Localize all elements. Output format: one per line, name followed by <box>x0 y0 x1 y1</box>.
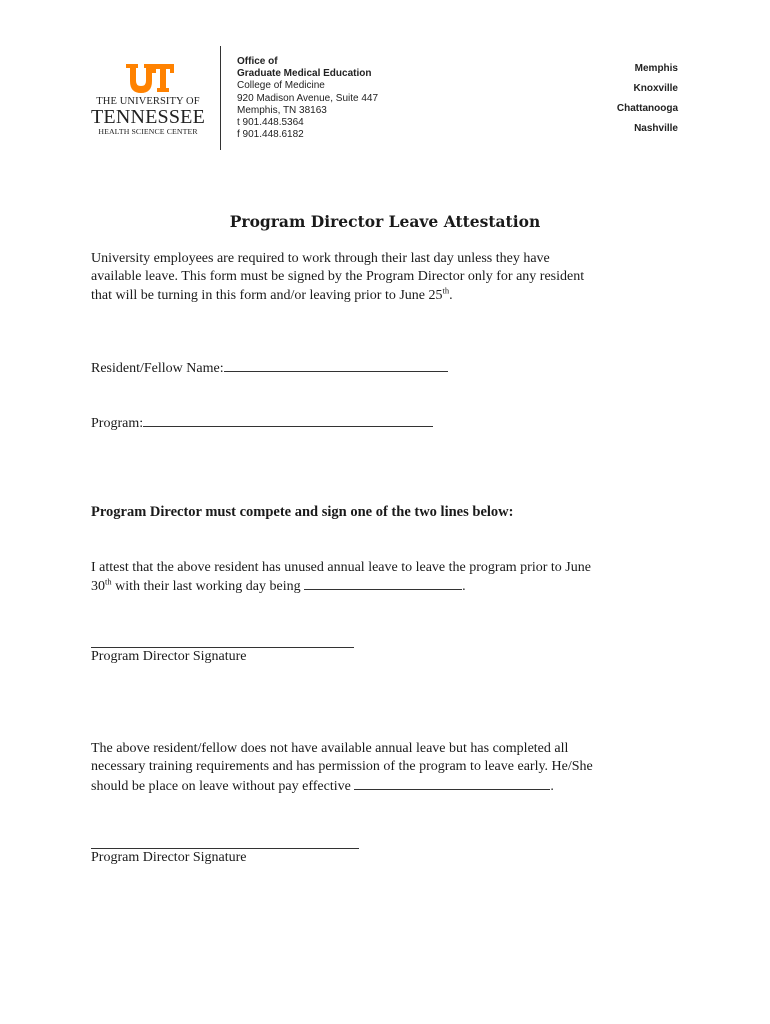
signature-1-line[interactable] <box>91 647 354 648</box>
option-2-paragraph <box>91 740 691 796</box>
program-input-line[interactable] <box>143 414 433 427</box>
resident-name-label: Resident/Fellow Name: <box>91 361 224 376</box>
office-phone: t 901.448.5364 <box>237 117 304 129</box>
campus-cities <box>617 63 678 143</box>
option-2-line-3: should be place on leave without pay effective . <box>91 778 554 794</box>
program-field <box>91 414 433 432</box>
office-line-2: Graduate Medical Education <box>237 68 372 80</box>
resident-name-field <box>91 359 448 377</box>
city-nashville: Nashville <box>634 123 678 134</box>
letterhead-divider <box>220 46 221 150</box>
logo-wordmark <box>88 96 208 136</box>
office-fax: f 901.448.6182 <box>237 129 304 141</box>
office-address <box>237 56 378 141</box>
signature-2-line[interactable] <box>91 848 359 849</box>
city-knoxville: Knoxville <box>633 83 678 94</box>
intro-paragraph <box>91 250 691 305</box>
intro-line-1: University employees are required to work through their last day unless they have <box>91 251 550 266</box>
ut-logo-icon <box>124 62 176 94</box>
intro-line-2: available leave. This form must be signed by the Program Director only for any resident <box>91 269 585 285</box>
university-logo <box>88 62 208 137</box>
last-working-day-input-line[interactable] <box>304 577 462 590</box>
program-label: Program: <box>91 416 144 431</box>
instruction-text: Program Director must compete and sign one of the two lines below: <box>91 504 514 520</box>
logo-line-2: TENNESSEE <box>90 106 206 128</box>
office-line-3: College of Medicine <box>237 80 325 92</box>
leave-effective-date-input-line[interactable] <box>354 777 550 790</box>
office-line-5: Memphis, TN 38163 <box>237 104 327 116</box>
resident-name-input-line[interactable] <box>224 359 448 372</box>
office-line-4: 920 Madison Avenue, Suite 447 <box>237 92 379 104</box>
city-memphis: Memphis <box>634 63 678 74</box>
option-1-paragraph <box>91 559 691 597</box>
option-1-line-1: I attest that the above resident has unused annual leave to leave the program prior to June <box>91 560 591 575</box>
signature-2-label: Program Director Signature <box>91 850 247 865</box>
intro-line-3: that will be turning in this form and/or leaving prior to June 25th. <box>91 284 453 303</box>
logo-line-3: HEALTH SCIENCE CENTER <box>98 127 198 136</box>
signature-1-label: Program Director Signature <box>91 649 247 664</box>
form-title: Program Director Leave Attestation <box>229 212 541 231</box>
logo-line-1: THE UNIVERSITY OF <box>96 96 200 107</box>
option-1-line-2: 30th with their last working day being . <box>91 576 466 595</box>
option-2-line-1: The above resident/fellow does not have available annual leave but has completed all <box>91 741 569 756</box>
office-line-1: Office of <box>237 56 278 67</box>
option-2-line-2: necessary training requirements and has permission of the program to leave early. He/She <box>91 759 593 775</box>
city-chattanooga: Chattanooga <box>616 103 678 114</box>
